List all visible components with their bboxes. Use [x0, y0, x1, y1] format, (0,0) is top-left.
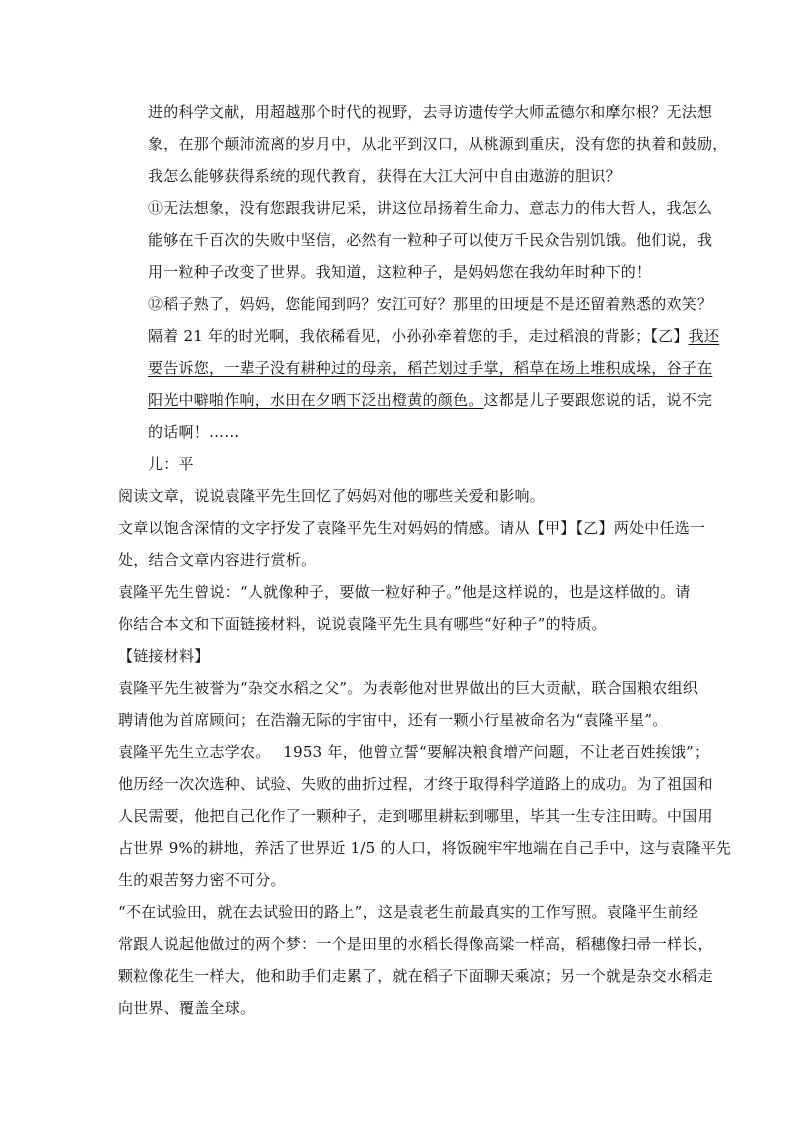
paragraph-10-line: 我怎么能够获得系统的现代教育，获得在大江大河中自由遨游的胆识？ — [148, 167, 621, 185]
paragraph-10-line: 象，在那个颠沛流离的岁月中，从北平到汉口，从桃源到重庆，没有您的执着和鼓励， — [148, 135, 728, 153]
material-2-line: 生的艰苦努力密不可分。 — [118, 871, 286, 889]
letter-signature: 儿：平 — [148, 455, 194, 473]
material-1-line: 聘请他为首席顾问；在浩瀚无际的宇宙中，还有一颗小行星被命名为“袁隆平星”。 — [118, 711, 668, 729]
material-1-line: 袁隆平先生被誉为“杂交水稻之父”。为表彰他对世界做出的巨大贡献，联合国粮农组织 — [118, 679, 699, 697]
question-3-line: 袁隆平先生曾说：“人就像种子，要做一粒好种子。”他是这样说的，也是这样做的。请 — [118, 583, 691, 601]
material-3-line: 常跟人说起他做过的两个梦：一个是田里的水稻长得像高粱一样高，稻穗像扫帚一样长， — [118, 935, 713, 953]
material-3-line: 向世界、覆盖全球。 — [118, 999, 256, 1017]
paragraph-12-line: 的话啊！…… — [148, 423, 240, 441]
question-2-line: 文章以饱含深情的文字抒发了袁隆平先生对妈妈的情感。请从【甲】【乙】两处中任选一 — [118, 519, 706, 537]
question-1: 阅读文章，说说袁隆平先生回忆了妈妈对他的哪些关爱和影响。 — [118, 487, 546, 505]
material-3-line: 颗粒像花生一样大，他和助手们走累了，就在稻子下面聊天乘凉；另一个就是杂交水稻走 — [118, 967, 713, 985]
paragraph-11-line: ⑪无法想象，没有您跟我讲尼采，讲这位昂扬着生命力、意志力的伟大哲人，我怎么 — [148, 199, 713, 217]
paragraph-12-line — [148, 390, 712, 410]
material-2-line: 人民需要，他把自己化作了一颗种子，走到哪里耕耘到哪里，毕其一生专注田畴。中国用 — [118, 807, 713, 825]
material-2-line: 占世界 9%的耕地，养活了世界近 1/5 的人口，将饭碗牢牢地端在自己手中，这与袁隆平先 — [118, 839, 732, 857]
underlined-passage-yi: 阳光中噼啪作响，水田在夕晒下泛出橙黄的颜色。 — [148, 391, 484, 409]
paragraph-12-text: 隔着 21 年的时光啊，我依稀看见，小孙孙牵着您的手，走过稻浪的背影；【乙】 — [148, 327, 689, 345]
underlined-passage-yi: 我还 — [688, 327, 720, 345]
material-2-line: 袁隆平先生立志学农。 1953 年，他曾立誓“要解决粮食增产问题，不让老百姓挨饿”； — [118, 743, 710, 761]
paragraph-12-line: ⑫稻子熟了，妈妈，您能闻到吗？安江可好？那里的田埂是不是还留着熟悉的欢笑？ — [148, 295, 713, 313]
material-3-line: “不在试验田，就在去试验田的路上”，这是袁老生前最真实的工作写照。袁隆平生前经 — [118, 903, 699, 921]
paragraph-12-text: 这都是儿子要跟您说的话，说不完 — [483, 391, 713, 409]
material-2-line: 他历经一次次选种、试验、失败的曲折过程，才终于取得科学道路上的成功。为了祖国和 — [118, 775, 713, 793]
underlined-passage-yi: 要告诉您，一辈子没有耕种过的母亲，稻芒划过手掌，稻草在场上堆积成垛，谷子在 — [148, 359, 713, 377]
question-3-line: 你结合本文和下面链接材料，说说袁隆平先生具有哪些“好种子”的特质。 — [118, 615, 607, 633]
paragraph-12-line — [148, 326, 719, 346]
paragraph-11-line: 用一粒种子改变了世界。我知道，这粒种子，是妈妈您在我幼年时种下的！ — [148, 263, 652, 281]
question-2-line: 处，结合文章内容进行赏析。 — [118, 551, 317, 569]
material-heading: 【链接材料】 — [118, 647, 210, 665]
paragraph-11-line: 能够在千百次的失败中坚信，必然有一粒种子可以使万千民众告别饥饿。他们说，我 — [148, 231, 713, 249]
paragraph-10-line: 进的科学文献，用超越那个时代的视野，去寻访遗传学大师孟德尔和摩尔根？无法想 — [148, 103, 713, 121]
